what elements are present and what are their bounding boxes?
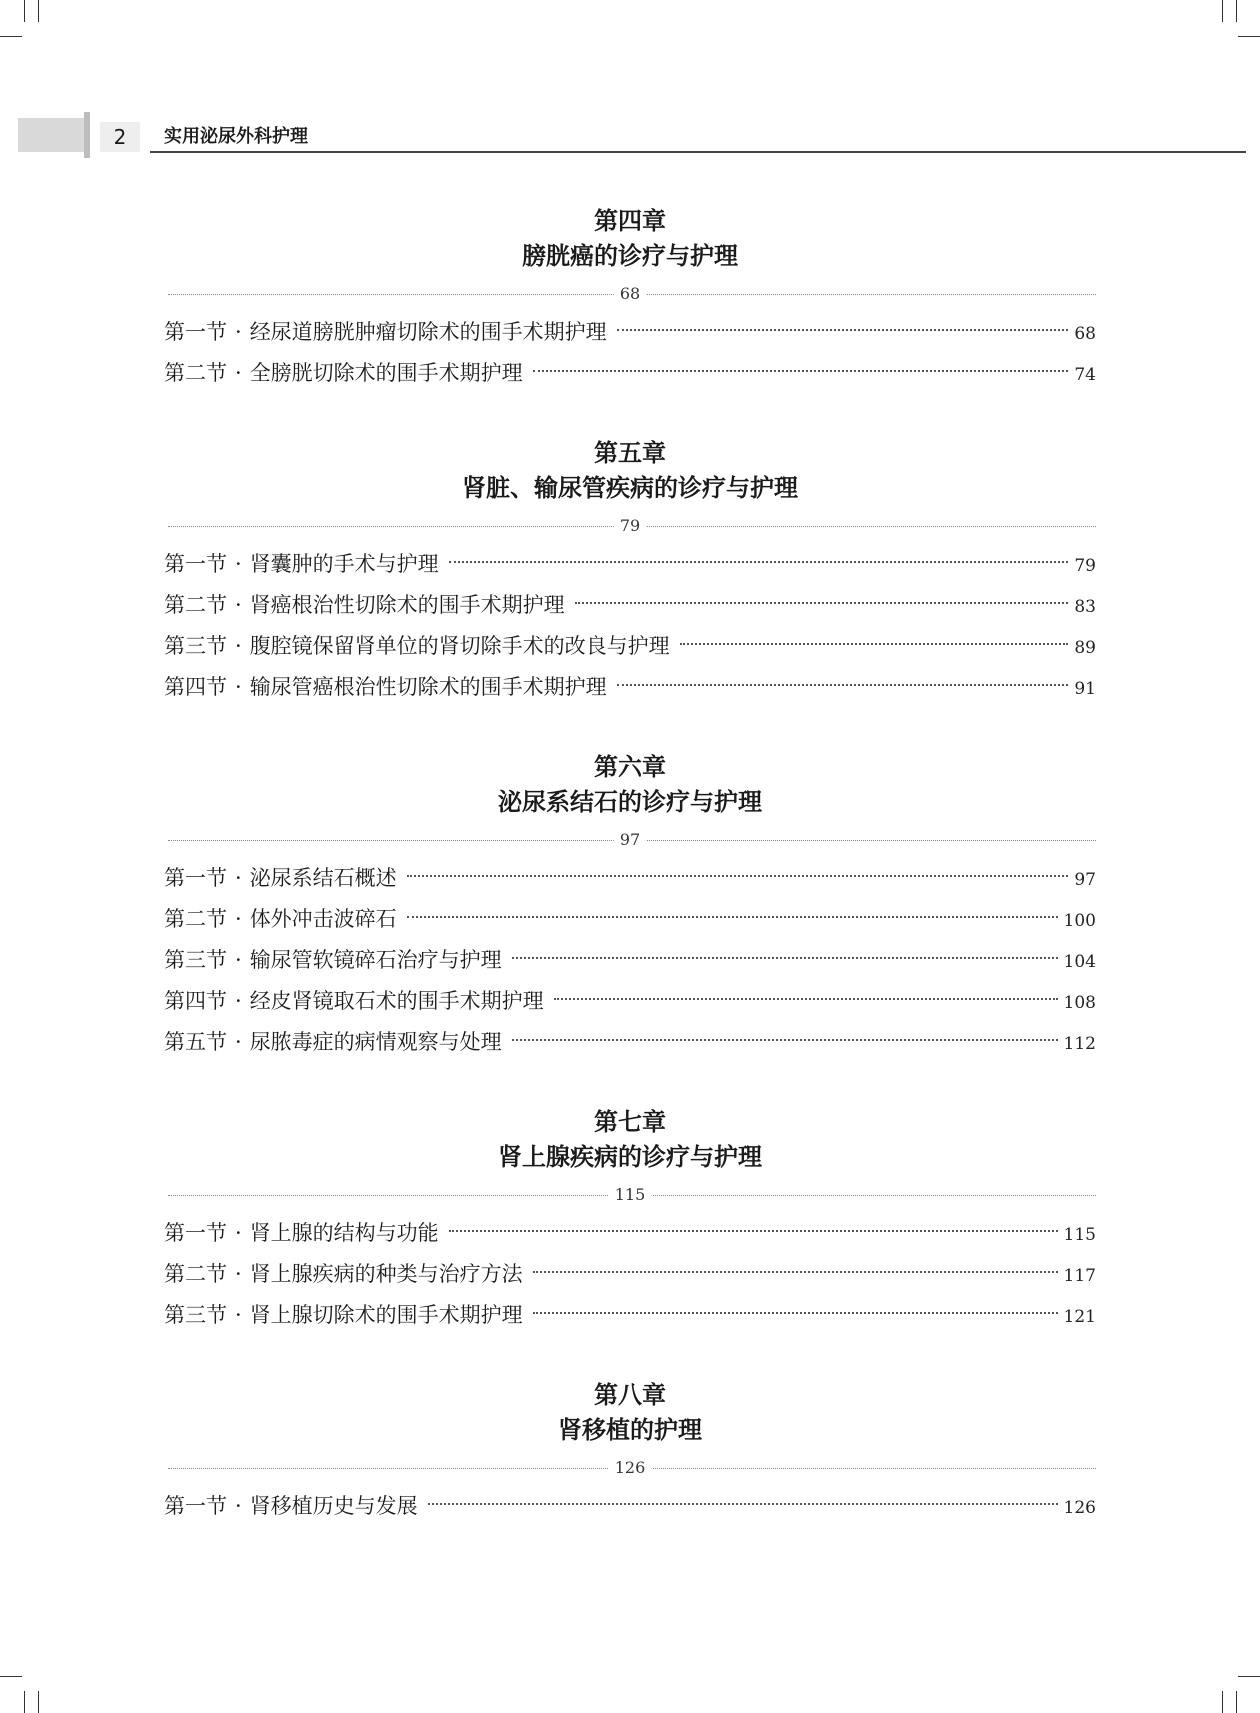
chapter-number: 第四章 <box>594 206 666 235</box>
chapter-page-row <box>164 280 1096 308</box>
header-bar <box>84 112 90 158</box>
section-title: 肾上腺疾病的种类与治疗方法 <box>249 1262 523 1286</box>
section-page: 91 <box>1074 679 1096 699</box>
chapter-block <box>164 204 1096 394</box>
section-page: 121 <box>1063 1307 1096 1327</box>
dot-leader <box>512 957 1058 959</box>
separator-dot: · <box>235 989 242 1013</box>
crop-mark <box>24 0 25 22</box>
section-page: 126 <box>1063 1498 1096 1518</box>
section-label: 第二节 <box>164 907 227 931</box>
section-title: 输尿管软镜碎石治疗与护理 <box>249 948 502 972</box>
section-label: 第一节 <box>164 552 227 576</box>
header-rule <box>150 151 1246 153</box>
separator-dot: · <box>235 866 242 890</box>
separator-dot: · <box>235 634 242 658</box>
crop-mark <box>24 1691 25 1713</box>
section-title: 肾上腺切除术的围手术期护理 <box>249 1303 523 1327</box>
section-label: 第二节 <box>164 361 227 385</box>
section-label: 第二节 <box>164 593 227 617</box>
section-title: 全膀胱切除术的围手术期护理 <box>249 361 523 385</box>
dot-leader <box>680 643 1069 645</box>
chapter-page: 126 <box>609 1456 652 1480</box>
dot-leader <box>554 998 1058 1000</box>
section-label: 第五节 <box>164 1030 227 1054</box>
section-page: 104 <box>1063 952 1096 972</box>
toc-entry[interactable] <box>164 858 1096 899</box>
separator-dot: · <box>235 1303 242 1327</box>
section-page: 112 <box>1063 1034 1096 1054</box>
section-page: 100 <box>1063 911 1096 931</box>
toc-entry[interactable] <box>164 1213 1096 1254</box>
chapter-title: 泌尿系结石的诊疗与护理 <box>498 788 762 816</box>
section-page: 89 <box>1074 638 1096 658</box>
section-label: 第四节 <box>164 675 227 699</box>
section-page: 68 <box>1074 324 1096 344</box>
section-label: 第三节 <box>164 1303 227 1327</box>
section-label: 第三节 <box>164 948 227 972</box>
section-label: 第二节 <box>164 1262 227 1286</box>
section-title: 体外冲击波碎石 <box>249 907 397 931</box>
table-of-contents <box>164 204 1096 1569</box>
crop-mark <box>1222 0 1223 22</box>
toc-entry[interactable] <box>164 667 1096 708</box>
page-number: 2 <box>100 122 140 152</box>
section-title: 腹腔镜保留肾单位的肾切除手术的改良与护理 <box>249 634 670 658</box>
section-title: 经皮肾镜取石术的围手术期护理 <box>249 989 544 1013</box>
section-page: 108 <box>1063 993 1096 1013</box>
crop-mark <box>0 1676 22 1677</box>
toc-entry[interactable] <box>164 312 1096 353</box>
toc-entry[interactable] <box>164 940 1096 981</box>
dot-leader <box>407 875 1069 877</box>
separator-dot: · <box>235 593 242 617</box>
chapter-block <box>164 750 1096 1063</box>
dot-leader <box>575 602 1069 604</box>
dot-leader <box>449 561 1069 563</box>
section-page: 115 <box>1063 1225 1096 1245</box>
chapter-page-row <box>164 1454 1096 1482</box>
dot-leader <box>533 1312 1058 1314</box>
chapter-page-row <box>164 512 1096 540</box>
chapter-block <box>164 1105 1096 1336</box>
section-title: 经尿道膀胱肿瘤切除术的围手术期护理 <box>249 320 607 344</box>
section-title: 肾癌根治性切除术的围手术期护理 <box>249 593 565 617</box>
toc-entry[interactable] <box>164 544 1096 585</box>
toc-entry[interactable] <box>164 1295 1096 1336</box>
chapter-page-row <box>164 826 1096 854</box>
chapter-page: 79 <box>614 514 646 538</box>
toc-entry[interactable] <box>164 1022 1096 1063</box>
section-page: 74 <box>1074 365 1096 385</box>
separator-dot: · <box>235 1030 242 1054</box>
chapter-number: 第五章 <box>594 438 666 467</box>
separator-dot: · <box>235 675 242 699</box>
section-label: 第一节 <box>164 1221 227 1245</box>
chapter-page: 97 <box>614 828 646 852</box>
section-page: 83 <box>1074 597 1096 617</box>
separator-dot: · <box>235 320 242 344</box>
crop-mark <box>38 1691 39 1713</box>
separator-dot: · <box>235 361 242 385</box>
separator-dot: · <box>235 552 242 576</box>
dot-leader <box>512 1039 1058 1041</box>
chapter-number: 第六章 <box>594 752 666 781</box>
section-label: 第三节 <box>164 634 227 658</box>
section-title: 输尿管癌根治性切除术的围手术期护理 <box>249 675 607 699</box>
section-title: 肾上腺的结构与功能 <box>249 1221 439 1245</box>
section-label: 第四节 <box>164 989 227 1013</box>
separator-dot: · <box>235 1221 242 1245</box>
toc-entry[interactable] <box>164 585 1096 626</box>
toc-entry[interactable] <box>164 353 1096 394</box>
crop-mark <box>0 36 22 37</box>
section-title: 泌尿系结石概述 <box>249 866 397 890</box>
section-page: 97 <box>1074 870 1096 890</box>
chapter-title: 膀胱癌的诊疗与护理 <box>522 242 738 270</box>
toc-entry[interactable] <box>164 899 1096 940</box>
section-label: 第一节 <box>164 866 227 890</box>
chapter-number: 第八章 <box>594 1380 666 1409</box>
chapter-number: 第七章 <box>594 1107 666 1136</box>
section-title: 肾移植历史与发展 <box>249 1494 418 1518</box>
running-title: 实用泌尿外科护理 <box>164 126 308 147</box>
crop-mark <box>38 0 39 22</box>
section-page: 79 <box>1074 556 1096 576</box>
dot-leader <box>617 684 1069 686</box>
header-band <box>18 118 84 152</box>
section-label: 第一节 <box>164 320 227 344</box>
section-label: 第一节 <box>164 1494 227 1518</box>
separator-dot: · <box>235 907 242 931</box>
chapter-page: 68 <box>614 282 646 306</box>
crop-mark <box>1238 36 1260 37</box>
section-title: 肾囊肿的手术与护理 <box>249 552 439 576</box>
crop-mark <box>1236 0 1237 22</box>
dot-leader <box>617 329 1069 331</box>
crop-mark <box>1236 1691 1237 1713</box>
chapter-page-row <box>164 1181 1096 1209</box>
chapter-title: 肾脏、输尿管疾病的诊疗与护理 <box>462 474 798 502</box>
separator-dot: · <box>235 1262 242 1286</box>
toc-entry[interactable] <box>164 981 1096 1022</box>
toc-entry[interactable] <box>164 1486 1096 1527</box>
section-page: 117 <box>1063 1266 1096 1286</box>
chapter-block <box>164 436 1096 708</box>
dot-leader <box>407 916 1058 918</box>
separator-dot: · <box>235 948 242 972</box>
section-title: 尿脓毒症的病情观察与处理 <box>249 1030 502 1054</box>
dot-leader <box>533 370 1069 372</box>
separator-dot: · <box>235 1494 242 1518</box>
crop-mark <box>1222 1691 1223 1713</box>
crop-mark <box>1238 1676 1260 1677</box>
dot-leader <box>449 1230 1058 1232</box>
toc-entry[interactable] <box>164 626 1096 667</box>
chapter-title: 肾上腺疾病的诊疗与护理 <box>498 1143 762 1171</box>
dot-leader <box>428 1503 1058 1505</box>
chapter-page: 115 <box>609 1183 652 1207</box>
dot-leader <box>533 1271 1058 1273</box>
chapter-block <box>164 1378 1096 1527</box>
chapter-title: 肾移植的护理 <box>558 1416 702 1444</box>
toc-entry[interactable] <box>164 1254 1096 1295</box>
